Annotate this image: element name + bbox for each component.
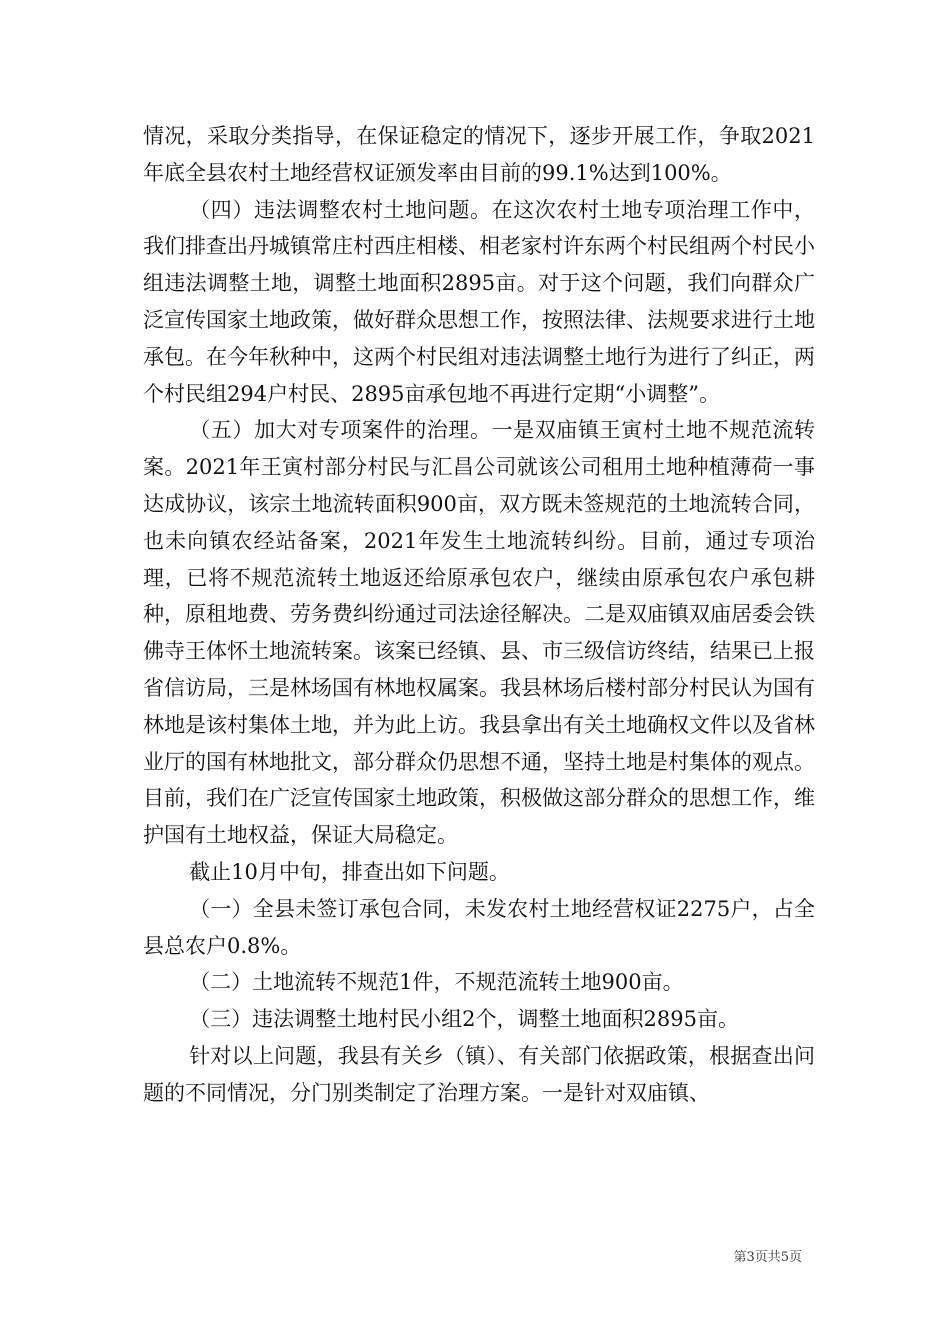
paragraph-5: （一）全县未签订承包合同，未发农村土地经营权证2275户，占全县总农户0.8%。 bbox=[143, 896, 815, 958]
paragraph-2: （四）违法调整农村土地问题。在这次农村土地专项治理工作中，我们排查出丹城镇常庄村西庄相楼、相老家村许东两个村民组两个村民小组违法调整土地，调整土地面积2895亩。对于这个问题，我们向群众广泛宣传国家土地政策，做好群众思想工作，按照法律、法规要求进行土地承包。在今年秋种中，这两个村民组对违法调整土地行为进行了纠正，两个村民组294户村民、2895亩承包地不再进行定期“小调整”。 bbox=[143, 197, 815, 406]
paragraph-8: 针对以上问题，我县有关乡（镇）、有关部门依据政策，根据查出问题的不同情况，分门别类制定了治理方案。一是针对双庙镇、 bbox=[143, 1043, 815, 1105]
paragraph-1: 情况，采取分类指导，在保证稳定的情况下，逐步开展工作，争取2021年底全县农村土地经营权证颁发率由目前的99.1%达到100%。 bbox=[143, 124, 815, 185]
document-body bbox=[143, 118, 815, 1112]
paragraph-3: （五）加大对专项案件的治理。一是双庙镇王寅村土地不规范流转案。2021年王寅村部分村民与汇昌公司就该公司租用土地种植薄荷一事达成协议，该宗土地流转面积900亩，双方既未签规范的土地流转合同，也未向镇农经站备案，2021年发生土地流转纠纷。目前，通过专项治理，已将不规范流转土地返还给原承包农户，继续由原承包农户承包耕种，原租地费、劳务费纠纷通过司法途径解决。二是双庙镇双庙居委会铁佛寺王体怀土地流转案。该案已经镇、县、市三级信访终结，结果已上报省信访局，三是林场国有林地权属案。我县林场后楼村部分村民认为国有林地是该村集体土地，并为此上访。我县拿出有关土地确权文件以及省林业厅的国有林地批文，部分群众仍思想不通，坚持土地是村集体的观点。目前，我们在广泛宣传国家土地政策，积极做这部分群众的思想工作，维护国有土地权益，保证大局稳定。 bbox=[143, 418, 815, 848]
page-number: 第3页共5页 bbox=[733, 1250, 802, 1265]
paragraph-7: （三）违法调整土地村民小组2个，调整土地面积2895亩。 bbox=[189, 1007, 739, 1032]
paragraph-4: 截止10月中旬，排查出如下问题。 bbox=[189, 859, 510, 884]
paragraph-6: （二）土地流转不规范1件，不规范流转土地900亩。 bbox=[189, 970, 684, 995]
